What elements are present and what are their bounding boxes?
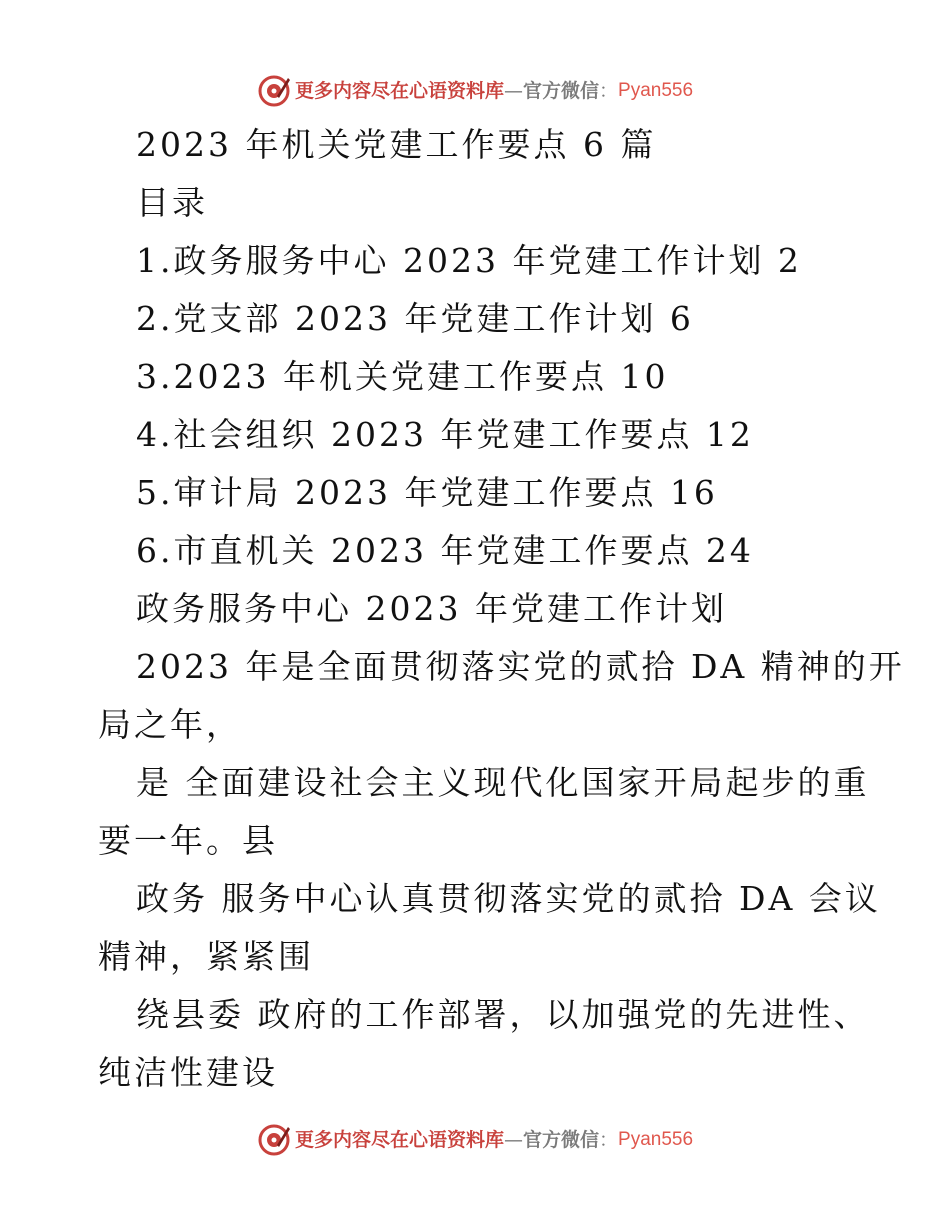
toc-item: 1.政务服务中心 2023 年党建工作计划 2: [136, 241, 802, 280]
watermark-separator: —: [503, 1129, 523, 1151]
body-line: 绕县委 政府的工作部署，以加强党的先进性、: [136, 995, 870, 1034]
section-heading: 政务服务中心 2023 年党建工作计划: [136, 589, 727, 628]
toc-item: 6.市直机关 2023 年党建工作要点 24: [136, 531, 754, 570]
toc-item: 4.社会组织 2023 年党建工作要点 12: [136, 415, 754, 454]
watermark-official: 官方微信: [522, 80, 599, 102]
toc-heading: 目录: [136, 183, 208, 222]
watermark-text: 更多内容尽在心语资料库: [294, 80, 504, 102]
body-line: 政务 服务中心认真贯彻落实党的贰拾 DA 会议: [136, 879, 881, 918]
watermark-separator: —: [503, 80, 523, 102]
toc-item: 5.审计局 2023 年党建工作要点 16: [136, 473, 718, 512]
watermark-wechat-id: Pyan556: [618, 1129, 694, 1150]
pen-logo-icon: [257, 1123, 291, 1157]
watermark-wechat-id: Pyan556: [618, 80, 694, 101]
watermark-footer: [0, 1120, 950, 1160]
toc-item: 3.2023 年机关党建工作要点 10: [136, 357, 669, 396]
watermark-text: 更多内容尽在心语资料库: [294, 1129, 504, 1151]
pen-logo-icon: [257, 74, 291, 108]
document-content: [98, 116, 905, 1102]
watermark-colon: ：: [599, 1129, 619, 1151]
body-line: 局之年，: [98, 705, 242, 744]
body-line: 是 全面建设社会主义现代化国家开局起步的重: [136, 763, 870, 802]
watermark-header: [0, 71, 950, 111]
toc-item: 2.党支部 2023 年党建工作计划 6: [136, 299, 694, 338]
body-line: 2023 年是全面贯彻落实党的贰拾 DA 精神的开: [136, 647, 905, 686]
body-line: 精神，紧紧围: [98, 937, 314, 976]
watermark-colon: ：: [599, 80, 619, 102]
body-line: 纯洁性建设: [98, 1053, 278, 1092]
watermark-official: 官方微信: [522, 1129, 599, 1151]
body-line: 要一年。县: [98, 821, 278, 860]
document-title: 2023 年机关党建工作要点 6 篇: [136, 125, 657, 164]
